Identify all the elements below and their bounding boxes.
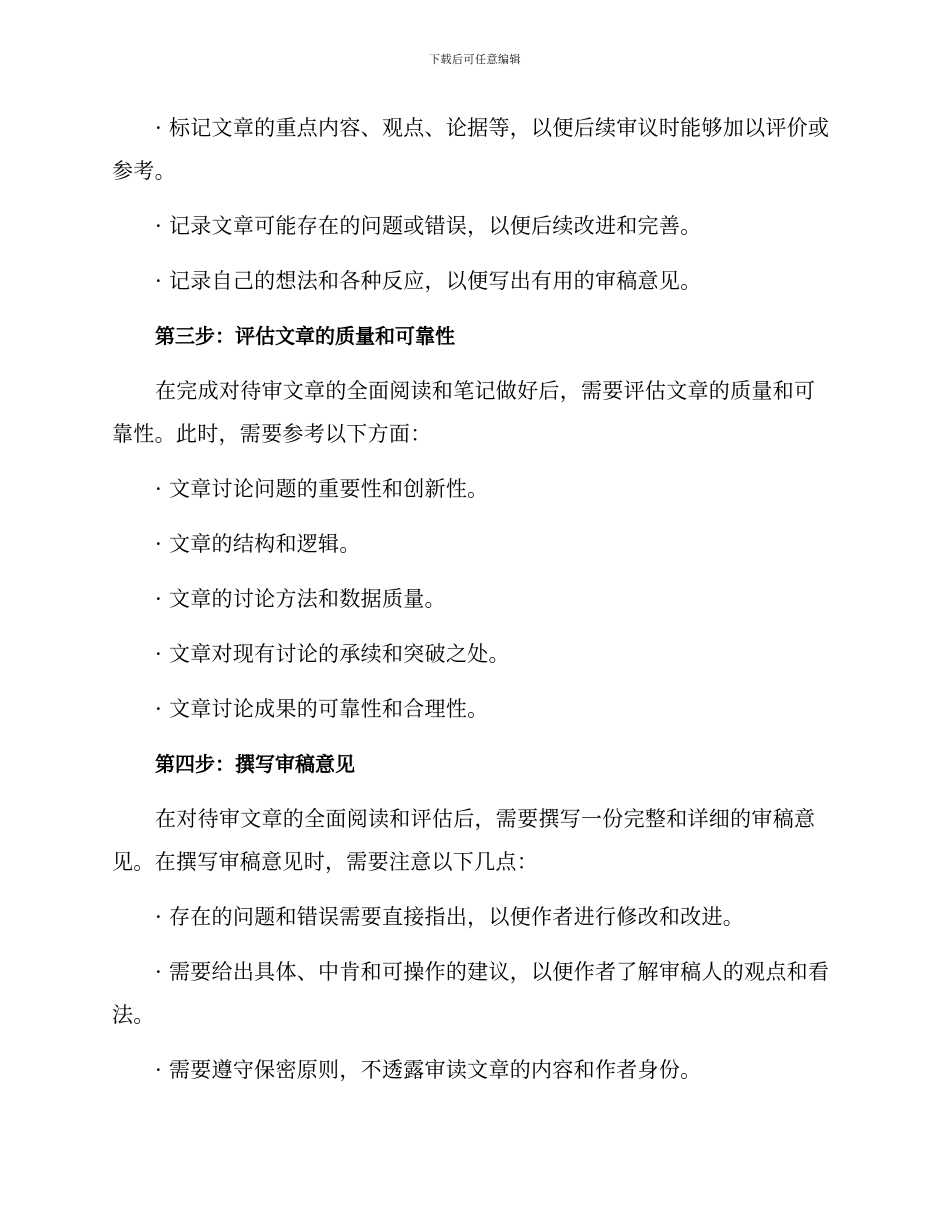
bullet-paragraph-point-out-errors: · 存在的问题和错误需要直接指出，以便作者进行修改和改进。 (155, 905, 745, 929)
bullet-paragraph-methods: · 文章的讨论方法和数据质量。 (155, 587, 446, 611)
bullet-paragraph-importance: · 文章讨论问题的重要性和创新性。 (155, 477, 489, 501)
document-body (112, 107, 832, 1104)
section-heading-step-four: 第四步：撰写审稿意见 (155, 752, 355, 776)
bullet-paragraph-continuity: · 文章对现有讨论的承续和突破之处。 (155, 642, 510, 666)
bullet-paragraph-give-suggestions: · 需要给出具体、中肯和可操作的建议，以便作者了解审稿人的观点和看法。 (112, 960, 830, 1027)
bullet-paragraph-confidentiality: · 需要遵守保密原则，不透露审读文章的内容和作者身份。 (155, 1058, 702, 1082)
section-heading-step-three: 第三步：评估文章的质量和可靠性 (155, 324, 455, 348)
bullet-paragraph-record-thoughts: · 记录自己的想法和各种反应，以便写出有用的审稿意见。 (155, 269, 702, 293)
paragraph-write-review: 在对待审文章的全面阅读和评估后，需要撰写一份完整和详细的审稿意见。在撰写审稿意见时，需要注意以下几点： (112, 807, 816, 874)
bullet-paragraph-structure: · 文章的结构和逻辑。 (155, 532, 361, 556)
paragraph-evaluate-quality: 在完成对待审文章的全面阅读和笔记做好后，需要评估文章的质量和可靠性。此时，需要参考以下方面： (112, 379, 816, 446)
bullet-paragraph-reliability: · 文章讨论成果的可靠性和合理性。 (155, 697, 489, 721)
bullet-paragraph-record-problems: · 记录文章可能存在的问题或错误，以便后续改进和完善。 (155, 214, 702, 238)
bullet-paragraph-mark-key-points: · 标记文章的重点内容、观点、论据等，以便后续审议时能够加以评价或参考。 (112, 116, 830, 183)
page-header: 下载后可任意编辑 (429, 53, 521, 66)
